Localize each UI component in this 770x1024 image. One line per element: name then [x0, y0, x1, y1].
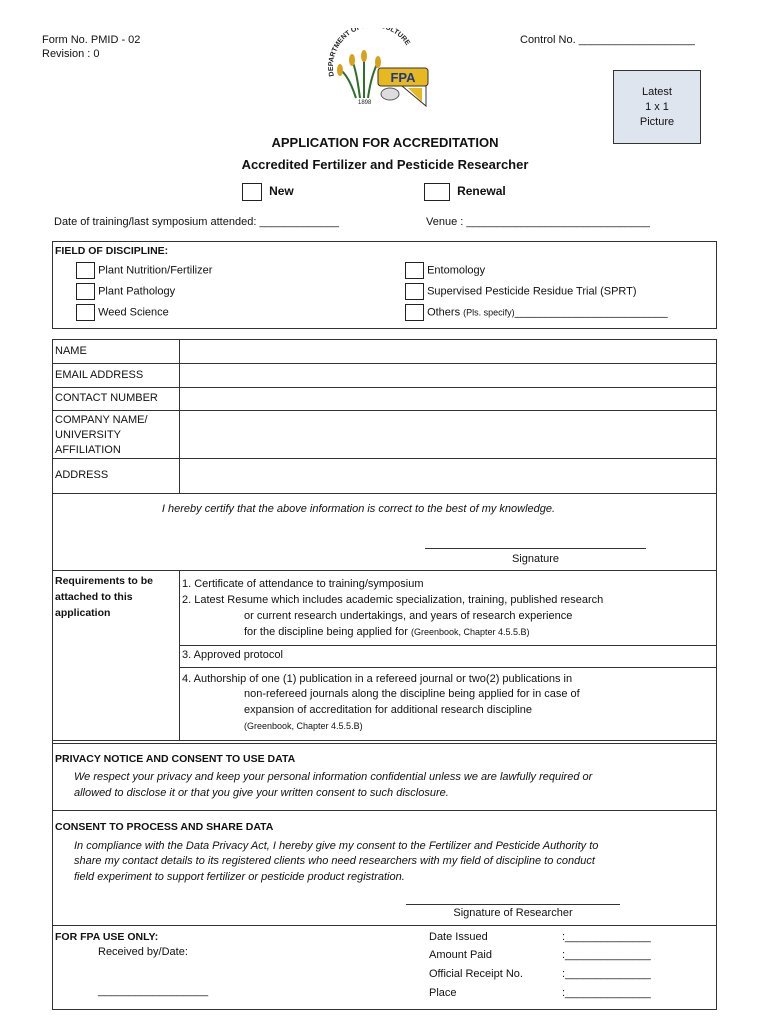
certify-statement: I hereby certify that the above information is correct to the best of my knowledge.	[161, 503, 556, 515]
privacy-heading: PRIVACY NOTICE AND CONSENT TO USE DATA	[55, 753, 296, 765]
place-field[interactable]: :______________	[562, 987, 651, 999]
control-number: Control No. ___________________	[520, 34, 695, 46]
date-issued-label: Date Issued	[429, 931, 488, 943]
requirement-4-line-2: non-refereed journals along the discipline being applied for in case of	[244, 688, 580, 700]
training-date-field[interactable]: Date of training/last symposium attended: _____________	[54, 216, 339, 228]
amount-paid-label: Amount Paid	[429, 949, 492, 961]
entomology-checkbox[interactable]	[405, 262, 424, 279]
plant-nutrition-checkbox[interactable]	[76, 262, 95, 279]
discipline-plant-pathology[interactable]	[76, 283, 175, 300]
sprt-checkbox[interactable]	[405, 283, 424, 300]
company-label: COMPANY NAME/ UNIVERSITY AFFILIATION	[55, 414, 148, 456]
address-label: ADDRESS	[55, 469, 109, 481]
signature-field[interactable]	[425, 528, 646, 548]
privacy-text-line-2: allowed to disclose it or that you give your written consent to such disclosure.	[74, 787, 449, 799]
consent-text-line-3: field experiment to support fertilizer or pesticide product registration.	[74, 871, 405, 883]
discipline-others[interactable]	[405, 304, 668, 321]
renewal-option[interactable]	[424, 183, 506, 201]
name-input[interactable]	[182, 341, 714, 361]
form-title: APPLICATION FOR ACCREDITATION	[271, 135, 499, 150]
others-specify-field[interactable]: _________________________	[514, 306, 668, 319]
discipline-heading: FIELD OF DISCIPLINE:	[55, 245, 169, 257]
researcher-signature-label: Signature of Researcher	[453, 907, 573, 919]
researcher-signature-field[interactable]	[406, 886, 620, 904]
venue-field[interactable]: Venue : ______________________________	[426, 216, 650, 228]
requirement-4-line-3: expansion of accreditation for additional research discipline	[244, 704, 533, 716]
discipline-entomology[interactable]	[405, 262, 485, 279]
seal-year: 1898	[358, 100, 372, 106]
seal-text: DEPARTMENT OF ULTURE	[327, 28, 411, 77]
others-checkbox[interactable]	[405, 304, 424, 321]
photo-line-1: Latest	[642, 85, 672, 98]
discipline-weed-science[interactable]	[76, 304, 169, 321]
place-label: Place	[429, 987, 457, 999]
entomology-label: Entomology	[427, 264, 486, 277]
form-number: Form No. PMID - 02	[42, 34, 141, 46]
company-input[interactable]	[182, 412, 714, 456]
official-receipt-field[interactable]: :______________	[562, 968, 651, 980]
contact-number-input[interactable]	[182, 389, 714, 408]
signature-label: Signature	[511, 553, 560, 565]
date-issued-field[interactable]: :______________	[562, 931, 651, 943]
plant-pathology-label: Plant Pathology	[98, 285, 176, 298]
requirement-2-text: for the discipline being applied for	[244, 626, 408, 638]
new-option[interactable]	[242, 183, 294, 201]
weed-science-label: Weed Science	[98, 306, 169, 319]
consent-heading: CONSENT TO PROCESS AND SHARE DATA	[55, 821, 274, 833]
requirement-2-line-3	[244, 626, 530, 638]
requirement-4-reference: (Greenbook, Chapter 4.5.5.B)	[244, 721, 363, 731]
email-label: EMAIL ADDRESS	[55, 369, 144, 381]
requirement-4-line-1: 4. Authorship of one (1) publication in a refereed journal or two(2) publications in	[182, 673, 573, 685]
photo-line-3: Picture	[639, 115, 675, 128]
photo-line-2: 1 x 1	[645, 100, 669, 113]
email-input[interactable]	[182, 365, 714, 385]
discipline-plant-nutrition[interactable]	[76, 262, 212, 279]
discipline-sprt[interactable]	[405, 283, 637, 300]
requirement-3: 3. Approved protocol	[182, 649, 283, 661]
contact-number-label: CONTACT NUMBER	[55, 392, 158, 404]
form-subtitle: Accredited Fertilizer and Pesticide Researcher	[241, 157, 529, 172]
name-label: NAME	[55, 345, 87, 357]
requirement-2-line-2: or current research undertakings, and years of research experience	[244, 610, 573, 622]
new-checkbox[interactable]	[242, 183, 262, 201]
requirement-2-line-1: 2. Latest Resume which includes academic specialization, training, published research	[182, 594, 604, 606]
fpa-logo-text: FPA	[390, 70, 416, 85]
renewal-checkbox[interactable]	[424, 183, 450, 201]
agency-seal-logo	[316, 28, 436, 108]
official-receipt-label: Official Receipt No.	[429, 968, 523, 980]
others-label: Others	[427, 306, 461, 319]
consent-text-line-2: share my contact details to its registered clients who need researchers with my field of discipline to conduct	[74, 855, 595, 867]
requirements-heading: Requirements to be attached to this application	[55, 575, 154, 619]
requirement-2-reference: (Greenbook, Chapter 4.5.5.B)	[410, 627, 530, 637]
requirement-1: 1. Certificate of attendance to training/symposium	[182, 578, 424, 590]
fpa-use-heading: FOR FPA USE ONLY:	[55, 931, 159, 943]
weed-science-checkbox[interactable]	[76, 304, 95, 321]
sprt-label: Supervised Pesticide Residue Trial (SPRT)	[427, 285, 637, 298]
amount-paid-field[interactable]: :______________	[562, 949, 651, 961]
consent-text-line-1: In compliance with the Data Privacy Act, I hereby give my consent to the Fertilizer and Pesticide Authority to	[74, 840, 599, 852]
photo-placeholder[interactable]	[613, 70, 701, 144]
received-by-label: Received by/Date:	[98, 946, 188, 958]
revision: Revision : 0	[42, 48, 100, 60]
privacy-text-line-1: We respect your privacy and keep your personal information confidential unless we are lawfully required or	[74, 771, 593, 783]
received-by-field[interactable]: __________________	[98, 985, 209, 997]
plant-nutrition-label: Plant Nutrition/Fertilizer	[98, 264, 213, 277]
plant-pathology-checkbox[interactable]	[76, 283, 95, 300]
others-suffix: (Pls. specify)	[463, 307, 515, 318]
address-input[interactable]	[182, 460, 714, 491]
renewal-label: Renewal	[457, 183, 506, 198]
new-label: New	[269, 183, 294, 198]
